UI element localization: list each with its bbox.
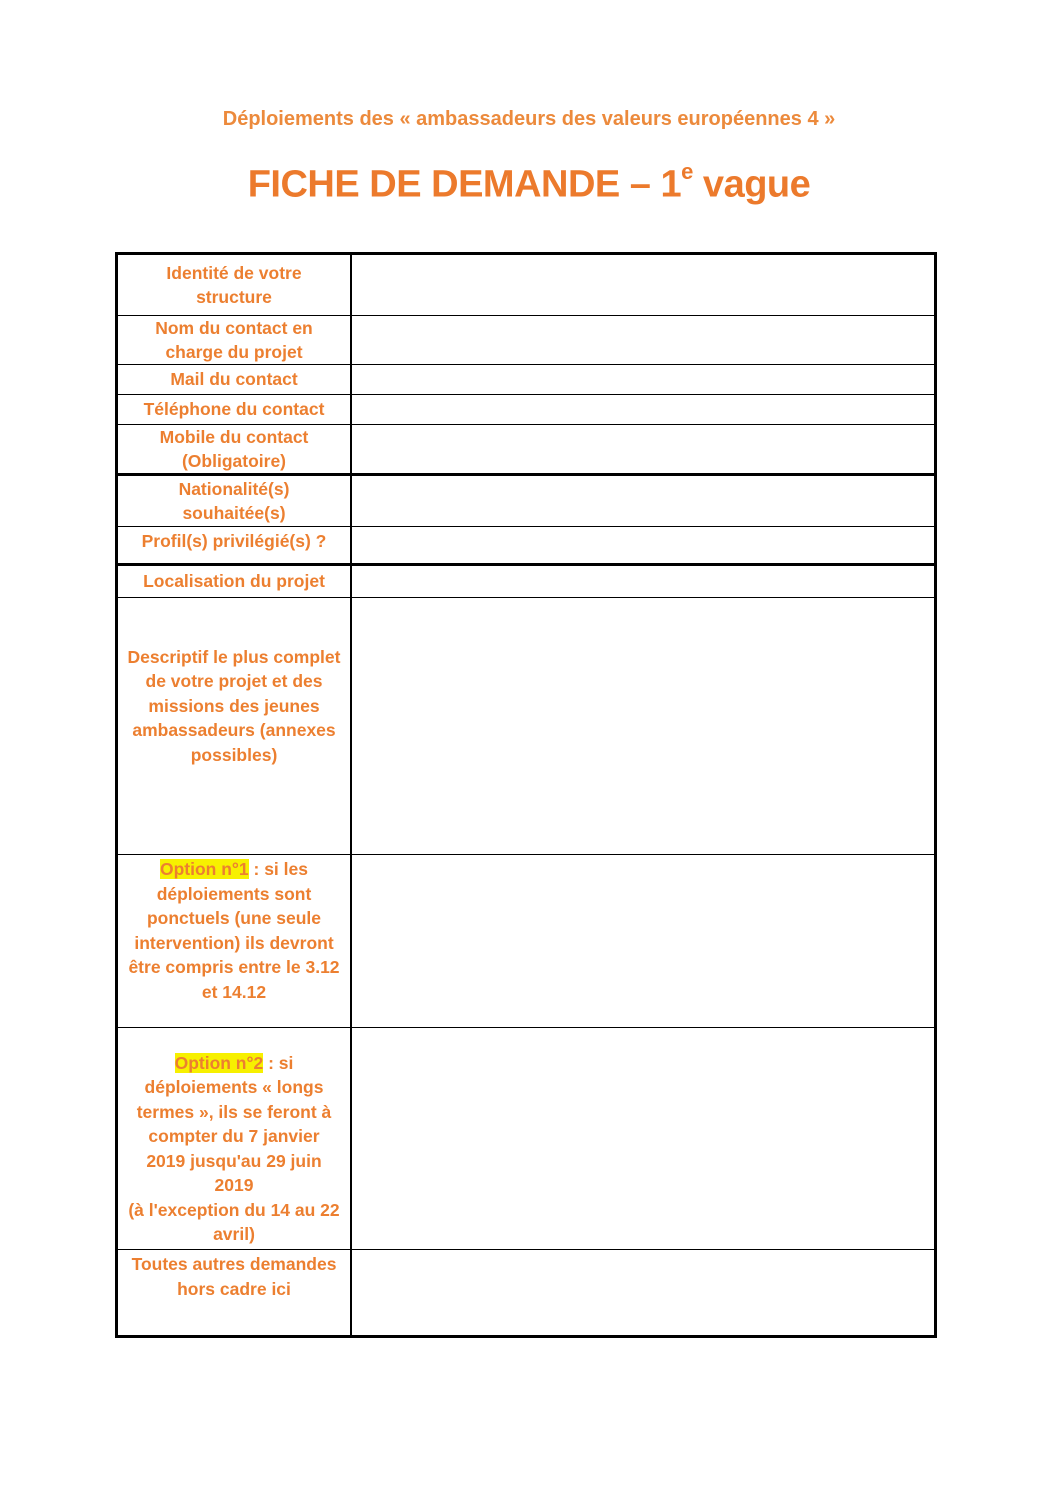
form-row-identity <box>118 255 934 316</box>
row-label: Nationalité(s) souhaitée(s) <box>118 476 352 526</box>
option-2-highlight: Option n°2 <box>174 1052 264 1073</box>
row-label: Toutes autres demandes hors cadre ici <box>118 1250 352 1335</box>
form-row-description <box>118 598 934 855</box>
row-label: Mail du contact <box>118 365 352 394</box>
form-row-location <box>118 566 934 598</box>
form-row-contact-name <box>118 316 934 365</box>
title-superscript: e <box>681 159 693 184</box>
form-row-other-requests <box>118 1250 934 1335</box>
form-row-option-1 <box>118 855 934 1028</box>
option-1-text: : si les déploiements sont ponctuels (une seule intervention) ils devront être compris entre le 3.12 et 14.12 <box>128 859 340 1002</box>
document-title <box>0 159 1058 207</box>
form-row-contact-phone <box>118 395 934 425</box>
row-label: Profil(s) privilégié(s) ? <box>118 527 352 563</box>
row-label <box>118 855 352 1027</box>
form-row-profile <box>118 527 934 566</box>
nationality-field[interactable] <box>352 476 934 526</box>
profile-field[interactable] <box>352 527 934 563</box>
option-2-text: : si déploiements « longs termes », ils se feront à compter du 7 janvier 2019 jusqu'au 29 juin 2019 (à l'exception du 14 au 22 avril) <box>128 1052 340 1244</box>
form-row-nationality <box>118 476 934 527</box>
option-1-highlight: Option n°1 <box>159 859 249 879</box>
row-label: Localisation du projet <box>118 566 352 597</box>
form-row-contact-mail <box>118 365 934 395</box>
other-requests-field[interactable] <box>352 1250 934 1335</box>
row-label: Identité de votre structure <box>118 255 352 315</box>
form-row-contact-mobile <box>118 425 934 476</box>
contact-phone-field[interactable] <box>352 395 934 424</box>
description-field[interactable] <box>352 598 934 854</box>
location-field[interactable] <box>352 566 934 597</box>
option-1-field[interactable] <box>352 855 934 1027</box>
identity-field[interactable] <box>352 255 934 315</box>
row-label: Nom du contact en charge du projet <box>118 316 352 364</box>
row-label: Mobile du contact (Obligatoire) <box>118 425 352 473</box>
contact-name-field[interactable] <box>352 316 934 364</box>
title-main: FICHE DE DEMANDE – 1 <box>247 163 682 206</box>
row-label: Téléphone du contact <box>118 395 352 424</box>
contact-mobile-field[interactable] <box>352 425 934 473</box>
option-2-field[interactable] <box>352 1028 934 1249</box>
request-form-table <box>115 252 937 1338</box>
form-row-option-2 <box>118 1028 934 1250</box>
contact-mail-field[interactable] <box>352 365 934 394</box>
title-end: vague <box>692 163 811 206</box>
row-label <box>118 1028 352 1249</box>
row-label: Descriptif le plus complet de votre projet et des missions des jeunes ambassadeurs (annexes possibles) <box>118 598 352 854</box>
document-subtitle: Déploiements des « ambassadeurs des valeurs européennes 4 » <box>222 108 836 130</box>
